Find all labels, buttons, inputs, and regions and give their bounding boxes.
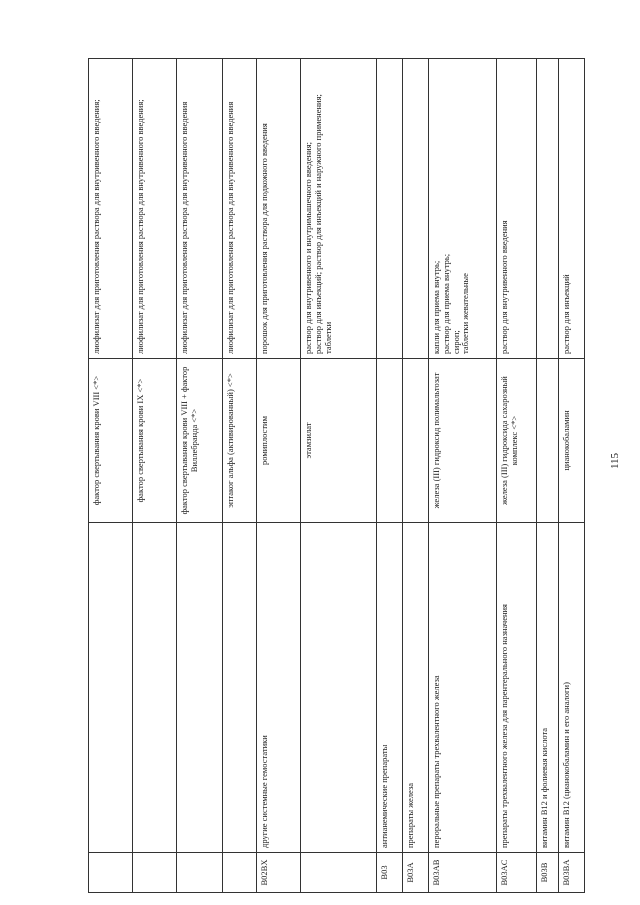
table-row (403, 59, 429, 893)
atc-group (177, 523, 223, 853)
drug-name: эптаког альфа (активированный) <*> (223, 359, 257, 523)
atc-code (301, 853, 377, 893)
table-row (497, 59, 537, 893)
dosage-form: порошок для приготовления раствора для подкожного введения (257, 59, 301, 359)
atc-group: препараты железа (403, 523, 429, 853)
dosage-form (377, 59, 403, 359)
dosage-form: лиофилизат для приготовления раствора для внутривенного введения; (133, 59, 177, 359)
atc-group: витамин B12 и фолиевая кислота (537, 523, 559, 853)
dosage-form: раствор для внутривенного и внутримышечного введения; раствор для инъекций; раствор для инъекций и наружного применения; таблетки (301, 59, 377, 359)
drug-name: ромиплостим (257, 359, 301, 523)
table-row (429, 59, 497, 893)
page-number: 115 (609, 452, 621, 470)
atc-code: B03 (377, 853, 403, 893)
atc-group: другие системные гемостатики (257, 523, 301, 853)
drug-name (537, 359, 559, 523)
atc-group (301, 523, 377, 853)
drug-name: этамзилат (301, 359, 377, 523)
dosage-form (537, 59, 559, 359)
atc-group: антианемические препараты (377, 523, 403, 853)
atc-code: B03AC (497, 853, 537, 893)
atc-group: витамин B12 (цианокобаламин и его аналоги) (559, 523, 585, 853)
drug-name: железа (III) гидроксида сахарозный комплекс <*> (497, 359, 537, 523)
atc-group: препараты трехвалентного железа для парентерального назначения (497, 523, 537, 853)
table-row (559, 59, 585, 893)
table-row (177, 59, 223, 893)
drug-name (403, 359, 429, 523)
dosage-form: капли для приема внутрь; раствор для приема внутрь; сироп; таблетки жевательные (429, 59, 497, 359)
drug-name: фактор свертывания крови IX <*> (133, 359, 177, 523)
dosage-form: лиофилизат для приготовления раствора для внутривенного введения (177, 59, 223, 359)
atc-code: B02BX (257, 853, 301, 893)
rotated-table-container (88, 59, 584, 893)
drug-table (88, 58, 585, 893)
table-row (89, 59, 133, 893)
atc-group (223, 523, 257, 853)
atc-code (223, 853, 257, 893)
drug-name (377, 359, 403, 523)
dosage-form: лиофилизат для приготовления раствора для внутривенного введения; (89, 59, 133, 359)
dosage-form: лиофилизат для приготовления раствора для внутривенного введения (223, 59, 257, 359)
dosage-form (403, 59, 429, 359)
drug-name: фактор свертывания крови VIII <*> (89, 359, 133, 523)
drug-name: цианокобаламин (559, 359, 585, 523)
atc-code (133, 853, 177, 893)
table-row (257, 59, 301, 893)
table-row (301, 59, 377, 893)
dosage-form: раствор для инъекций (559, 59, 585, 359)
drug-name: железа (III) гидроксид полимальтозат (429, 359, 497, 523)
table-row (133, 59, 177, 893)
table-row (537, 59, 559, 893)
atc-code: B03BA (559, 853, 585, 893)
atc-code: B03A (403, 853, 429, 893)
dosage-form: раствор для внутривенного введения (497, 59, 537, 359)
atc-group (89, 523, 133, 853)
atc-code: B03AB (429, 853, 497, 893)
atc-group (133, 523, 177, 853)
drug-name: фактор свертывания крови VIII + фактор Виллебранда <*> (177, 359, 223, 523)
atc-code (177, 853, 223, 893)
atc-group: пероральные препараты трехвалентного железа (429, 523, 497, 853)
atc-code: B03B (537, 853, 559, 893)
atc-code (89, 853, 133, 893)
table-row (377, 59, 403, 893)
table-row (223, 59, 257, 893)
